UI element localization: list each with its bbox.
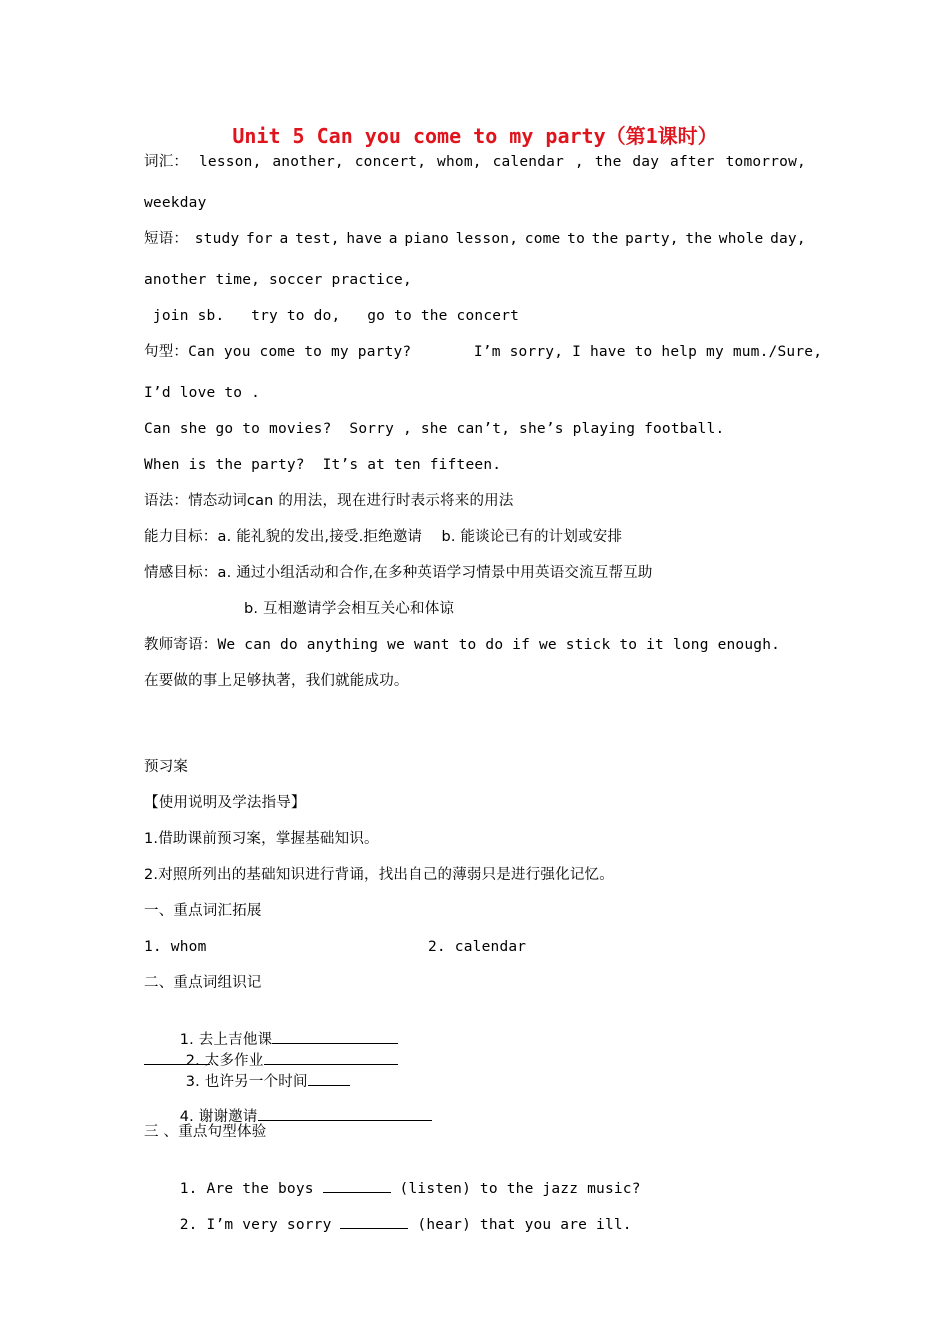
sentence-pattern-line (144, 342, 822, 362)
teacher-message-translation: 在要做的事上足够执著，我们就能成功。 (144, 673, 409, 689)
phrase-word: to (567, 231, 586, 247)
vocab-word: concert, (354, 154, 427, 170)
phrase-word: test, (295, 231, 340, 247)
vocab-word: day (632, 154, 660, 170)
vocab-label: 词汇： (144, 154, 189, 170)
phrase-word: come (524, 231, 561, 247)
phrase-word: whole (718, 231, 764, 247)
guide-item: 2.对照所列出的基础知识进行背诵，找出自己的薄弱只是进行强化记忆。 (144, 867, 614, 883)
vocab-exercise-item: 1. whom (144, 939, 207, 955)
sentence-text: I’d love to . (144, 385, 261, 401)
sentence-exercise-item (144, 1194, 632, 1255)
phrase-exercise-item: 3. 也许另一个时间 (185, 1074, 308, 1090)
answer-blank[interactable] (308, 1071, 350, 1086)
page-title: Unit 5 Can you come to my party（第1课时） (232, 124, 718, 148)
emotion-objective: 情感目标：a. 通过小组活动和合作,在多种英语学习情景中用英语交流互帮互助 (144, 565, 653, 581)
answer-blank-continuation[interactable] (144, 1050, 210, 1065)
teacher-message: 教师寄语：We can do anything we want to do if we stick to it long enough. (144, 637, 781, 653)
vocab-word: whom, (437, 154, 482, 170)
vocab-word: the (594, 154, 622, 170)
vocab-exercise-item: 2. calendar (428, 939, 527, 955)
question-text: 1. Are the boys (179, 1181, 323, 1197)
answer-blank[interactable] (340, 1214, 408, 1229)
sentences-label: 句型： (144, 344, 189, 360)
answer-blank[interactable] (258, 1106, 432, 1121)
phrases-continuation-2: join sb. try to do, go to the concert (144, 308, 520, 324)
preview-heading: 预习案 (144, 759, 189, 775)
phrases-line (144, 229, 806, 249)
guide-title: 【使用说明及学法指导】 (144, 795, 306, 811)
vocab-continuation: weekday (144, 195, 207, 211)
vocab-word: tomorrow, (725, 154, 806, 170)
phrase-exercise-item: 4. 谢谢邀请 (179, 1109, 258, 1125)
vocab-word: calendar (492, 154, 565, 170)
question-text: (listen) to the jazz music? (390, 1181, 641, 1197)
ability-objective: 能力目标：a. 能礼貌的发出,接受.拒绝邀请 b. 能谈论已有的计划或安排 (144, 529, 623, 545)
section-heading: 二、重点词组识记 (144, 975, 262, 991)
phrase-word: the (685, 231, 713, 247)
vocab-word: after (670, 154, 715, 170)
phrase-word: a (388, 231, 398, 247)
phrase-exercise-item: 2. 太多作业 (185, 1053, 264, 1069)
section-heading: 三 、重点句型体验 (144, 1124, 267, 1140)
answer-blank[interactable] (323, 1178, 391, 1193)
phrase-word: piano (404, 231, 449, 247)
phrase-word: party, (625, 231, 679, 247)
phrase-word: study (194, 231, 240, 247)
phrase-word: for (246, 231, 273, 247)
section-heading: 一、重点词汇拓展 (144, 903, 262, 919)
vocab-word: , (574, 154, 584, 170)
phrases-continuation-1: another time, soccer practice, (144, 272, 412, 288)
phrase-exercise-item: 1. 去上吉他课 (179, 1032, 273, 1048)
phrases-label: 短语： (144, 231, 189, 247)
sentence-text: Can she go to movies? Sorry , she can’t, she’s playing football. (144, 421, 725, 437)
emotion-objective-b: b. 互相邀请学会相互关心和体谅 (244, 601, 455, 617)
phrase-word: have (346, 231, 383, 247)
guide-item: 1.借助课前预习案，掌握基础知识。 (144, 831, 379, 847)
phrase-word: lesson, (455, 231, 519, 247)
phrase-word: day, (770, 231, 806, 247)
vocab-line (144, 152, 806, 172)
sentence-text: Can you come to my party? I’m sorry, I have to help my mum./Sure, (188, 344, 823, 360)
phrase-word: the (591, 231, 619, 247)
question-text: 2. I’m very sorry (179, 1217, 341, 1233)
phrase-word: a (279, 231, 289, 247)
vocab-word: another, (272, 154, 344, 170)
vocab-word: lesson, (198, 154, 262, 170)
answer-blank[interactable] (272, 1029, 398, 1044)
grammar-objective: 语法：情态动词can 的用法，现在进行时表示将来的用法 (144, 493, 514, 509)
answer-blank[interactable] (264, 1050, 398, 1065)
question-text: (hear) that you are ill. (408, 1217, 632, 1233)
sentence-text: When is the party? It’s at ten fifteen. (144, 457, 502, 473)
